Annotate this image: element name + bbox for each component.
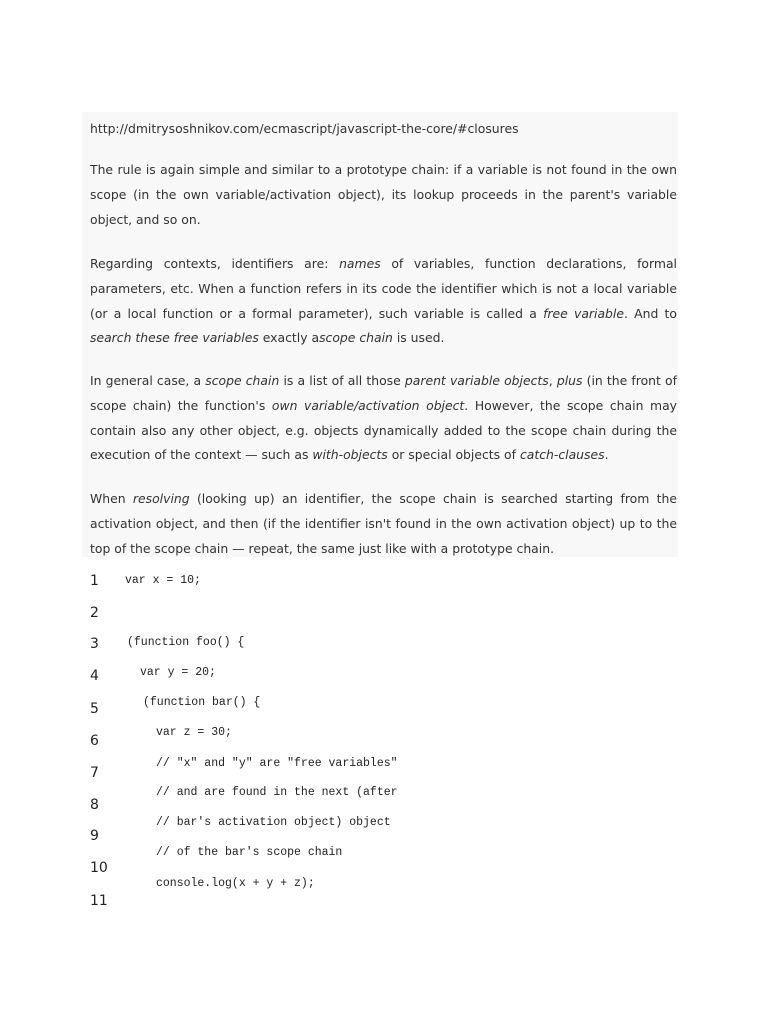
emphasis-plus: plus — [556, 373, 583, 388]
emphasis-names: names — [339, 256, 381, 271]
text-run: When — [90, 491, 133, 506]
code-comment: // of the bar's scope chain — [156, 846, 343, 859]
emphasis-search-free-variables: search these free variables — [90, 330, 259, 346]
code-comment: // "x" and "y" are "free variables" — [156, 757, 398, 770]
text-run: In general case, a — [90, 373, 206, 388]
code-line: var x = 10; — [125, 574, 201, 587]
line-number: 8 — [90, 797, 99, 813]
emphasis-scope-chain: scope chain — [319, 330, 393, 346]
emphasis-parent-variable-objects: parent variable objects — [404, 373, 549, 388]
text-run: (looking up) an identifier, the scope chain is searched starting from the activation object, and then (if the identifier isn't found in the own activation object) up to the top of the scope chain — repeat, the same just like with a prototype chain. — [90, 491, 677, 556]
code-comment: // and are found in the next (after — [156, 786, 398, 799]
code-comment: // bar's activation object) object — [156, 816, 391, 829]
code-line: console.log(x + y + z); — [156, 877, 315, 890]
text-run: . And to — [623, 305, 677, 321]
text-run: , — [548, 373, 557, 388]
paragraph-scope-lookup: The rule is again simple and similar to a prototype chain: if a variable is not found in the own scope (in the own variable/activation object), its lookup proceeds in the parent's variable object, and so on. — [90, 162, 677, 227]
emphasis-own-variable-object: own variable/activation object — [271, 397, 465, 413]
line-number: 11 — [90, 893, 108, 909]
text-run: . — [604, 447, 609, 463]
emphasis-with-objects: with-objects — [312, 447, 388, 463]
line-number: 9 — [90, 828, 99, 844]
text-run: exactly a — [258, 330, 320, 346]
text-run: or special objects of — [387, 447, 520, 463]
code-line: var y = 20; — [140, 666, 216, 679]
line-number: 4 — [90, 668, 99, 684]
emphasis-free-variable: free variable — [543, 305, 624, 321]
emphasis-catch-clauses: catch-clauses — [519, 447, 605, 463]
line-number: 2 — [90, 605, 99, 621]
line-number: 5 — [90, 701, 99, 717]
text-run: is a list of all those — [279, 373, 405, 388]
code-line: (function foo() { — [127, 636, 245, 649]
source-url[interactable]: http://dmitrysoshnikov.com/ecmascript/javascript-the-core/#closures — [90, 121, 519, 136]
text-run: (in the front of scope chain) the function's — [90, 373, 677, 413]
emphasis-scope-chain: scope chain — [205, 373, 280, 388]
emphasis-resolving: resolving — [132, 491, 190, 506]
text-run: of variables, function declarations, formal parameters, etc. When a function refers in its code the identifier which is not a local variable (or a local function or a formal parameter), such variable is called a — [90, 256, 677, 321]
text-run: Regarding contexts, identifiers are: — [90, 256, 340, 271]
text-run: . However, the scope chain may contain also any other object, e.g. objects dynamically added to the scope chain during the execution of the context — such as — [90, 397, 677, 463]
line-number: 3 — [90, 636, 99, 652]
line-number: 7 — [90, 765, 99, 781]
line-number: 1 — [90, 573, 99, 589]
code-line: (function bar() { — [143, 696, 261, 709]
paragraph-scope-chain-definition — [90, 369, 677, 468]
code-line: var z = 30; — [156, 726, 232, 739]
paragraph-resolving — [90, 487, 677, 561]
paragraph-identifiers — [90, 252, 677, 351]
line-number: 6 — [90, 733, 99, 749]
line-number: 10 — [90, 860, 108, 876]
text-run: is used. — [392, 330, 445, 346]
